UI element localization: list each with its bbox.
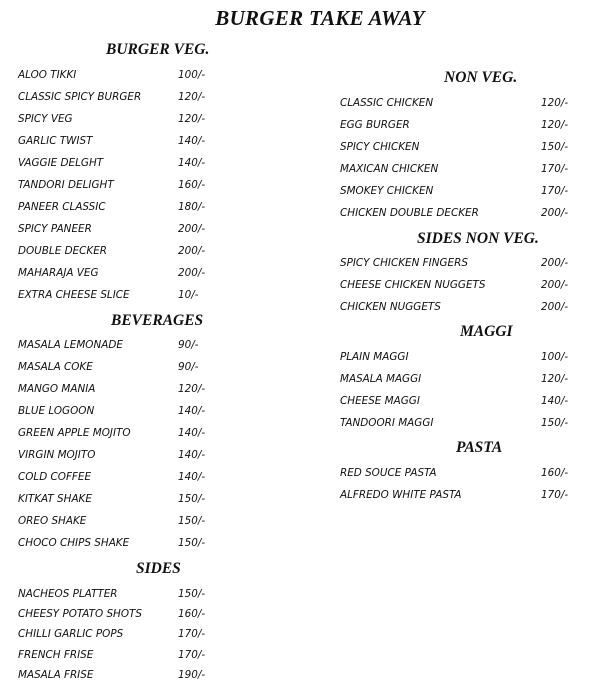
menu-item-name: ALFREDO WHITE PASTA (340, 489, 462, 501)
menu-item-price: 190/- (178, 668, 206, 681)
menu-item-name: MASALA LEMONADE (18, 339, 123, 351)
section-heading-maggi: MAGGI (460, 323, 513, 340)
menu-item-price: 170/- (541, 489, 569, 501)
menu-item-price: 170/- (541, 163, 569, 175)
menu-item-name: COLD COFFEE (18, 471, 92, 483)
menu-item-price: 140/- (178, 405, 206, 417)
menu-item-name: CHEESE MAGGI (340, 395, 420, 407)
menu-item-price: 120/- (178, 91, 206, 103)
section-heading-non-veg: NON VEG. (444, 69, 518, 86)
menu-item-name: GARLIC TWIST (18, 135, 93, 147)
menu-item-price: 200/- (541, 301, 569, 313)
menu-item-name: SPICY CHICKEN FINGERS (340, 257, 468, 269)
menu-item-price: 200/- (541, 279, 569, 291)
menu-item-price: 120/- (541, 119, 569, 131)
menu-title (0, 6, 600, 31)
menu-item-price: 180/- (178, 201, 206, 213)
menu-item-price: 120/- (541, 373, 569, 385)
menu-item-price: 150/- (178, 537, 206, 549)
menu-item-price: 200/- (178, 223, 206, 235)
menu-item-name: NACHEOS PLATTER (18, 588, 118, 600)
menu-item-price: 200/- (178, 267, 206, 279)
menu-item-price: 140/- (178, 157, 206, 169)
menu-item-name: PANEER CLASSIC (18, 201, 106, 213)
menu-item-price: 150/- (541, 417, 569, 429)
menu-item-name: CLASSIC CHICKEN (340, 97, 434, 109)
menu-item-name: TANDOORI MAGGI (340, 417, 434, 429)
menu-item-name: MAXICAN CHICKEN (340, 163, 439, 175)
menu-item-price: 140/- (178, 471, 206, 483)
menu-item-name: VIRGIN MOJITO (18, 449, 96, 461)
menu-item-name: EXTRA CHEESE SLICE (18, 289, 130, 301)
menu-item-name: SMOKEY CHICKEN (340, 185, 434, 197)
section-heading-sides-non-veg: SIDES NON VEG. (417, 230, 539, 247)
menu-item-name: SPICY VEG (18, 113, 73, 125)
menu-item-price: 10/- (178, 289, 199, 301)
menu-item-name: SPICY CHICKEN (340, 141, 420, 153)
menu-item-name: OREO SHAKE (18, 515, 87, 527)
menu-item-price: 160/- (178, 179, 206, 191)
menu-item-price: 160/- (541, 467, 569, 479)
menu-item-price: 160/- (178, 608, 206, 621)
menu-item-price: 140/- (178, 135, 206, 147)
menu-item-price: 90/- (178, 361, 199, 373)
menu-item-price: 140/- (178, 449, 206, 461)
menu-item-name: MAHARAJA VEG (18, 267, 99, 279)
menu-item-name: MASALA COKE (18, 361, 93, 373)
menu-item-price: 150/- (178, 515, 206, 527)
menu-title-text: BURGER TAKE AWAY (215, 6, 425, 30)
menu-item-name: CLASSIC SPICY BURGER (18, 91, 142, 103)
menu-item-price: 150/- (178, 588, 206, 600)
section-heading-sides: SIDES (136, 560, 181, 577)
menu-item-name: CHEESE CHICKEN NUGGETS (340, 279, 486, 291)
section-heading-pasta: PASTA (456, 439, 503, 456)
menu-item-name: CHOCO CHIPS SHAKE (18, 537, 130, 549)
menu-item-name: EGG BURGER (340, 119, 410, 131)
menu-item-price: 140/- (541, 395, 569, 407)
menu-item-name: TANDORI DELIGHT (18, 179, 114, 191)
menu-item-price: 100/- (178, 69, 206, 81)
menu-item-price: 90/- (178, 339, 199, 351)
menu-item-price: 100/- (541, 351, 569, 363)
menu-item-price: 170/- (178, 628, 206, 641)
menu-item-price: 170/- (541, 185, 569, 197)
menu-item-price: 120/- (178, 383, 206, 395)
menu-item-name: CHICKEN DOUBLE DECKER (340, 207, 479, 219)
menu-item-price: 120/- (541, 97, 569, 109)
menu-item-price: 200/- (541, 257, 569, 269)
menu-item-name: FRENCH FRISE (18, 648, 94, 661)
menu-item-name: BLUE LOGOON (18, 405, 95, 417)
menu-item-name: RED SOUCE PASTA (340, 467, 437, 479)
menu-item-name: MASALA FRISE (18, 668, 94, 681)
menu-item-price: 200/- (178, 245, 206, 257)
menu-item-name: VAGGIE DELGHT (18, 157, 104, 169)
section-heading-beverages: BEVERAGES (111, 312, 204, 329)
menu-item-name: CHEESY POTATO SHOTS (18, 608, 142, 621)
menu-item-name: DOUBLE DECKER (18, 245, 107, 257)
menu-item-name: MANGO MANIA (18, 383, 96, 395)
menu-item-name: SPICY PANEER (18, 223, 92, 235)
section-heading-burger-veg: BURGER VEG. (106, 41, 210, 58)
menu-item-price: 150/- (178, 493, 206, 505)
menu-item-price: 200/- (541, 207, 569, 219)
menu-item-price: 140/- (178, 427, 206, 439)
menu-item-name: GREEN APPLE MOJITO (18, 427, 131, 439)
menu-item-name: PLAIN MAGGI (340, 351, 409, 363)
menu-item-price: 150/- (541, 141, 569, 153)
menu-item-name: KITKAT SHAKE (18, 493, 92, 505)
menu-item-name: ALOO TIKKI (18, 69, 77, 81)
menu-item-name: CHILLI GARLIC POPS (18, 628, 124, 641)
menu-item-price: 120/- (178, 113, 206, 125)
menu-item-name: CHICKEN NUGGETS (340, 301, 441, 313)
menu-item-name: MASALA MAGGI (340, 373, 422, 385)
menu-item-price: 170/- (178, 648, 206, 661)
